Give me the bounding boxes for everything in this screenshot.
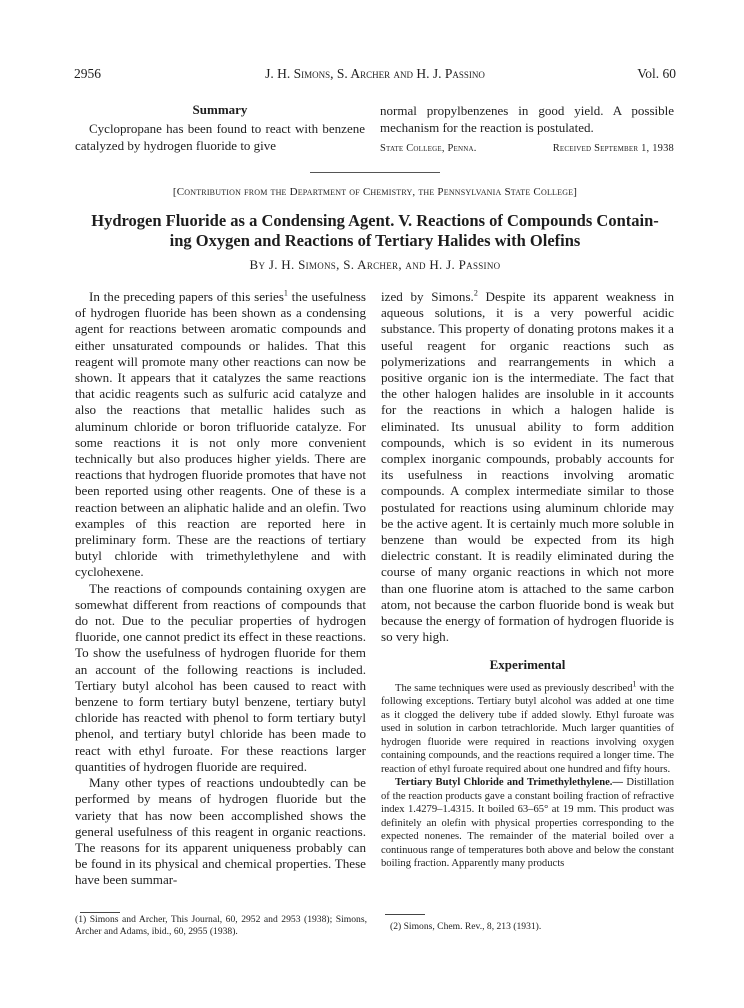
received-line <box>380 140 674 157</box>
paragraph: Many other types of reactions undoubtedly can be performed by means of hydrogen fluoride but the variety that has now been accomplished shows the general usefulness of this reagent in organic reactions. The reasons for its apparent uniqueness probably can be found in its physical and chemical properties. These have been summar- <box>75 775 366 888</box>
subsection-heading: Tertiary Butyl Chloride and Trimethylethylene.— <box>395 777 624 789</box>
page-number: 2956 <box>74 66 101 81</box>
text-run: Distillation of the reaction products gave a constant boiling fraction of refractive index 1.4279–1.4315. It boiled 63–65° at 19 mm. This product was definitely an olefin with physical properties corresponding to the expected nonenes. The remainder of the material boiled over a continuous range of temperatures both above and below the constant boiling fraction. Apparently many products <box>381 777 674 870</box>
paragraph <box>381 289 674 645</box>
summary-heading: Summary <box>192 102 248 117</box>
previous-summary-left <box>75 101 365 154</box>
running-head-authors: J. H. Simons, S. Archer and H. J. Passino <box>265 66 485 81</box>
text-run: with the following exceptions. Tertiary butyl alcohol was added at one time as it clogged the delivery tube if added slowly. Ethyl furoate was used in solution in carbon tetrachloride. Much larger quantities of hydrogen fluoride were required in reactions involving oxygen containing compounds, and the reactions required a longer time. The reaction of ethyl furoate required about one hundred and fifty hours. <box>381 682 674 775</box>
footnote-ref: 2 <box>473 288 478 298</box>
text-run: the usefulness of hydrogen fluoride has been shown as a condensing agent for reactions between aromatic compounds and either unsaturated compounds or halides. That this reagent will promote many other reactions can now be shown. It appears that it catalyzes the same reactions that acidic reagents such as sulfuric acid catalyze and also the reactions that metallic halides such as aluminum chloride or boron trifluoride catalyze. For some reactions it is not only more convenient technically but also produces higher yields. There are reactions that hydrogen fluoride promotes that have not been reported using other reagents. One of these is a reaction between an aliphatic halide and an olefin. Two examples of this reaction are reported here in preliminary form. These are the reactions of tertiary butyl chloride with trimethylethylene and with cyclohexene. <box>75 289 366 580</box>
paragraph <box>75 289 366 581</box>
volume-number: Vol. 60 <box>637 66 676 81</box>
footnote-2: (2) Simons, Chem. Rev., 8, 213 (1931). <box>390 921 542 932</box>
summary-text-left: Cyclopropane has been found to react with benzene catalyzed by hydrogen fluoride to give <box>75 121 365 153</box>
section-divider <box>310 172 440 173</box>
footnote-ref: 1 <box>283 288 288 298</box>
location: State College, Penna. <box>380 143 477 154</box>
paragraph <box>381 679 674 777</box>
paragraph <box>381 776 674 871</box>
section-heading-experimental: Experimental <box>489 657 566 673</box>
article-title <box>74 211 676 251</box>
text-run: Despite its apparent weakness in aqueous solutions, it is a very powerful acidic substance. This property of donating protons makes it a useful reagent for organic reactions such as polymerizations and rearrangements in which a positive organic ion is the intermediate. The fact that the other halogen halides are insoluble in it accounts for the reactions in which a halogen halide is eliminated. Its unusual ability to form addition compounds, which is so evident in its numerous complex inorganic compounds, probably accounts for its usefulness in reactions involving aromatic compounds. A complex intermediate similar to those postulated for reactions using aluminum chloride may be the active agent. It is certainly much more soluble in benzene than would be expected from its high dielectric constant. It is readily eliminated during the course of many organic reactions in which not more than one fluorine atom is attached to the same carbon atom, not because the carbon fluoride bond is weak but because the energy of formation of hydrogen fluoride is so very high. <box>381 289 674 645</box>
previous-summary-right <box>380 101 674 157</box>
running-head <box>74 66 676 86</box>
right-column <box>381 289 674 871</box>
footnote-1: (1) Simons and Archer, This Journal, 60, 2952 and 2953 (1938); Simons, Archer and Adams, ibid., 60, 2955 (1938). <box>75 914 367 937</box>
byline: By J. H. Simons, S. Archer, and H. J. Passino <box>249 257 501 272</box>
footnote-ref: 1 <box>632 679 637 689</box>
summary-text-right: normal propylbenzenes in good yield. A possible mechanism for the reaction is postulated. <box>380 103 674 135</box>
text-run: The same techniques were used as previously described <box>395 682 633 694</box>
footnote-rule <box>385 914 425 915</box>
contribution-line: [Contribution from the Department of Chemistry, the Pennsylvania State College] <box>172 186 578 198</box>
paragraph: The reactions of compounds containing oxygen are somewhat different from reactions of compounds that do not. Due to the peculiar properties of hydrogen fluoride, one cannot predict its effect in these reactions. To show the usefulness of hydrogen fluoride for them an account of the following reactions is included. Tertiary butyl alcohol has been caused to react with benzene to form tertiary butyl benzene, tertiary butyl chloride has reacted with phenol to form tertiary butyl phenol, and tertiary butyl chloride has been made to react with ethyl furoate. For these reactions larger quantities of hydrogen fluoride are required. <box>75 580 366 774</box>
left-column <box>75 289 366 889</box>
text-run: In the preceding papers of this series <box>89 289 284 304</box>
footnote-rule <box>80 912 120 913</box>
received-date: Received September 1, 1938 <box>552 143 674 154</box>
title-line-1: Hydrogen Fluoride as a Condensing Agent. V. Reactions of Compounds Contain- <box>91 211 659 230</box>
text-run: ized by Simons. <box>381 289 474 304</box>
title-line-2: ing Oxygen and Reactions of Tertiary Halides with Olefins <box>169 231 581 250</box>
